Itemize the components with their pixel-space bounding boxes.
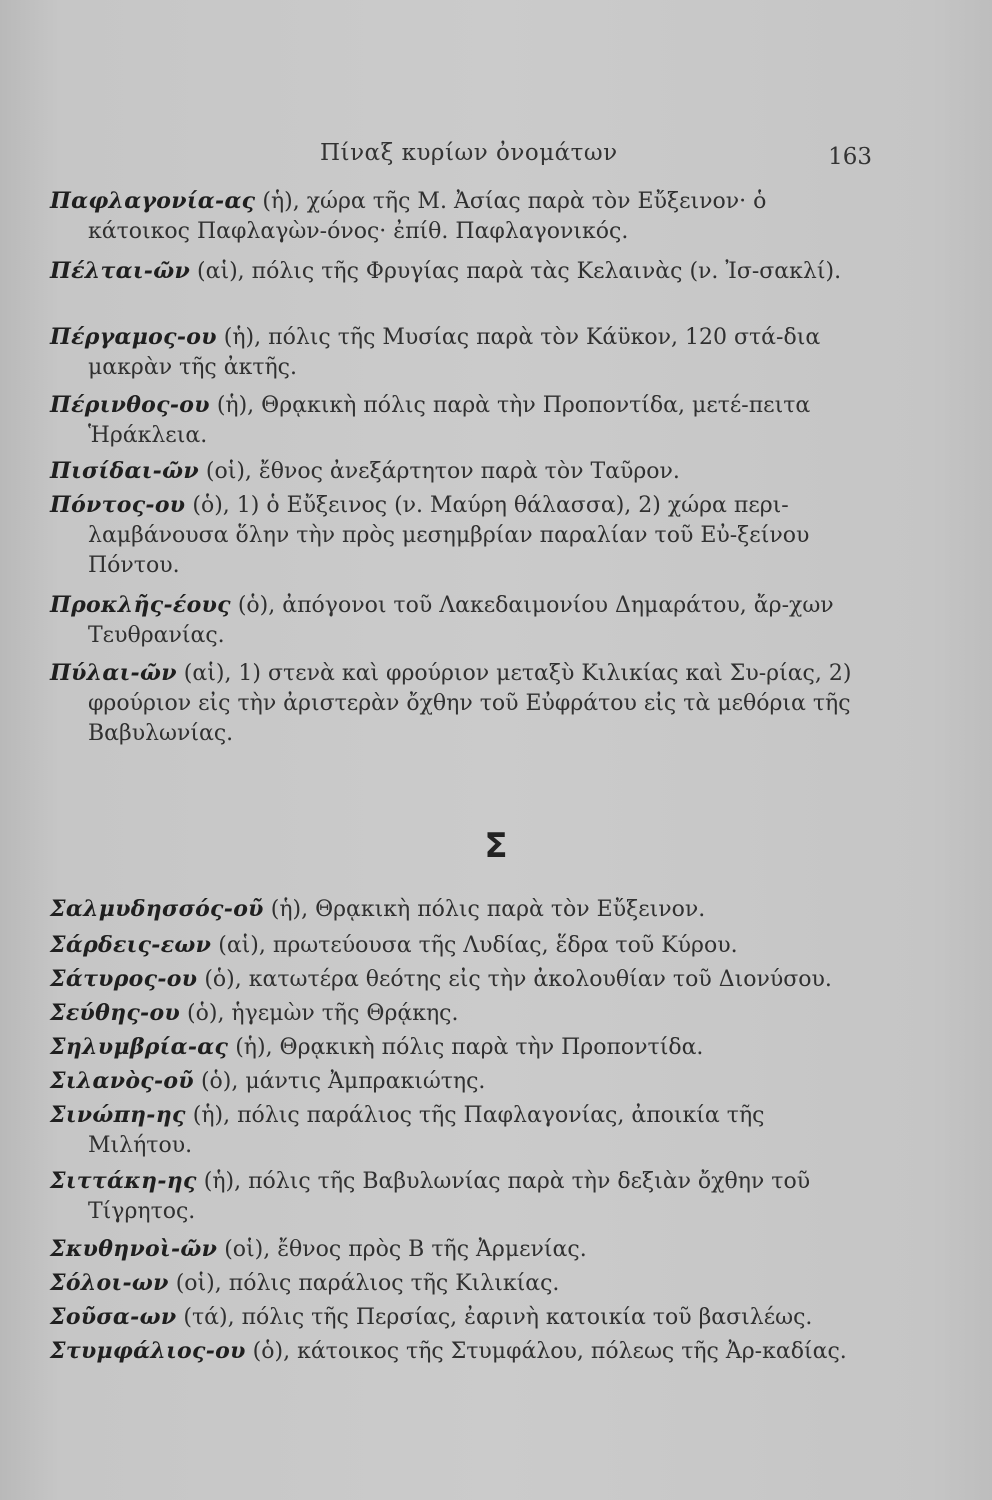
index-entry — [50, 1336, 870, 1367]
entry-definition: (ἡ), Θρᾳκικὴ πόλις παρὰ τὸν Εὔξεινον. — [270, 897, 706, 922]
entry-definition: (οἱ), πόλις παράλιος τῆς Κιλικίας. — [175, 1271, 560, 1296]
entry-headword: Πισίδαι-ῶν — [50, 458, 199, 484]
index-entry — [50, 1066, 870, 1097]
index-entry — [50, 998, 870, 1029]
index-entry — [50, 490, 870, 581]
index-entry — [50, 1302, 870, 1333]
entry-headword: Σόλοι-ων — [50, 1270, 169, 1296]
entry-headword: Πέρινθος-ου — [50, 392, 210, 418]
index-entry — [50, 964, 870, 995]
index-entry — [50, 186, 870, 247]
index-entry — [50, 590, 870, 651]
index-entry — [50, 894, 870, 925]
entry-definition: (αἱ), πρωτεύουσα τῆς Λυδίας, ἕδρα τοῦ Κύρου. — [218, 933, 738, 958]
entry-headword: Σκυθηνοὶ-ῶν — [50, 1236, 218, 1262]
entry-headword: Παφλαγονία-ας — [50, 188, 256, 214]
index-entry — [50, 930, 870, 961]
entry-headword: Σηλυμβρία-ας — [50, 1034, 229, 1060]
entry-definition: (ὁ), κατωτέρα θεότης εἰς τὴν ἀκολουθίαν τοῦ Διονύσου. — [204, 967, 832, 992]
index-entry — [50, 1234, 870, 1265]
entry-definition: (ἡ), πόλις τῆς Βαβυλωνίας παρὰ τὴν δεξιὰν ὄχθην τοῦ Τίγρητος. — [88, 1169, 811, 1224]
entry-headword: Προκλῆς-έους — [50, 592, 231, 618]
index-entry — [50, 658, 870, 749]
entry-headword: Σιλανὸς-οῦ — [50, 1068, 194, 1094]
entry-headword: Πύλαι-ῶν — [50, 660, 177, 686]
entry-headword: Σαλμυδησσός-οῦ — [50, 896, 264, 922]
entry-headword: Σιττάκη-ης — [50, 1168, 197, 1194]
entry-headword: Σάρδεις-εων — [50, 932, 212, 958]
entry-definition: (ὁ), ἡγεμὼν τῆς Θρᾴκης. — [187, 1001, 459, 1026]
index-entry — [50, 1268, 870, 1299]
index-entry — [50, 1032, 870, 1063]
entry-headword: Πόντος-ου — [50, 492, 186, 518]
entry-headword: Πέργαμος-ου — [50, 324, 217, 350]
entry-headword: Σοῦσα-ων — [50, 1304, 177, 1330]
entry-definition: (τά), πόλις τῆς Περσίας, ἐαρινὴ κατοικία τοῦ βασιλέως. — [183, 1305, 813, 1330]
entry-headword: Σεύθης-ου — [50, 1000, 181, 1026]
index-entry — [50, 390, 870, 451]
entry-definition: (ὁ), 1) ὁ Εὔξεινος (ν. Μαύρη θάλασσα), 2) χώρα περι-λαμβάνουσα ὅλην τὴν πρὸς μεσημβρίαν παραλίαν τοῦ Εὐ-ξείνου Πόντου. — [88, 493, 810, 578]
entry-definition: (ἡ), πόλις παράλιος τῆς Παφλαγονίας, ἀποικία τῆς Μιλήτου. — [88, 1103, 765, 1158]
section-letter: Σ — [484, 826, 508, 866]
index-entry — [50, 256, 870, 287]
entry-definition: (ἡ), πόλις τῆς Μυσίας παρὰ τὸν Κάϋκον, 120 στά-δια μακρὰν τῆς ἀκτῆς. — [88, 325, 821, 380]
entry-headword: Στυμφάλιος-ου — [50, 1338, 246, 1364]
page-number: 163 — [828, 144, 872, 170]
index-entry — [50, 456, 870, 487]
entry-definition: (οἱ), ἔθνος ἀνεξάρτητον παρὰ τὸν Ταῦρον. — [205, 459, 680, 484]
entry-headword: Σάτυρος-ου — [50, 966, 198, 992]
entry-definition: (αἱ), 1) στενὰ καὶ φρούριον μεταξὺ Κιλικίας καὶ Συ-ρίας, 2) φρούριον εἰς τὴν ἀριστερὰν ὄχθην τοῦ Εὐφράτου εἰς τὰ μεθόρια τῆς Βαβυλωνίας. — [88, 661, 852, 746]
index-entry — [50, 1100, 870, 1161]
entry-definition: (ὁ), μάντις Ἀμπρακιώτης. — [200, 1069, 486, 1094]
entry-headword: Πέλται-ῶν — [50, 258, 191, 284]
entry-definition: (ἡ), χώρα τῆς Μ. Ἀσίας παρὰ τὸν Εὔξεινον· ὁ κάτοικος Παφλαγὼν-όνος· ἐπίθ. Παφλαγονικός. — [88, 189, 767, 244]
entry-definition: (ὁ), κάτοικος τῆς Στυμφάλου, πόλεως τῆς Ἀρ-καδίας. — [252, 1339, 847, 1364]
page-header — [0, 140, 992, 174]
running-title: Πίναξ κυρίων ὀνομάτων — [320, 140, 618, 166]
entry-headword: Σινώπη-ης — [50, 1102, 186, 1128]
entry-definition: (ὁ), ἀπόγονοι τοῦ Λακεδαιμονίου Δημαράτου, ἄρ-χων Τευθρανίας. — [88, 593, 834, 648]
index-entry — [50, 1166, 870, 1227]
entry-definition: (οἱ), ἔθνος πρὸς Β τῆς Ἀρμενίας. — [224, 1237, 587, 1262]
index-entry — [50, 322, 870, 383]
entry-definition: (ἡ), Θρᾳκικὴ πόλις παρὰ τὴν Προποντίδα. — [235, 1035, 704, 1060]
entry-definition: (ἡ), Θρᾳκικὴ πόλις παρὰ τὴν Προποντίδα, μετέ-πειτα Ἡράκλεια. — [88, 393, 811, 448]
entry-definition: (αἱ), πόλις τῆς Φρυγίας παρὰ τὰς Κελαινὰς (ν. Ἰσ-σακλί). — [197, 259, 842, 284]
